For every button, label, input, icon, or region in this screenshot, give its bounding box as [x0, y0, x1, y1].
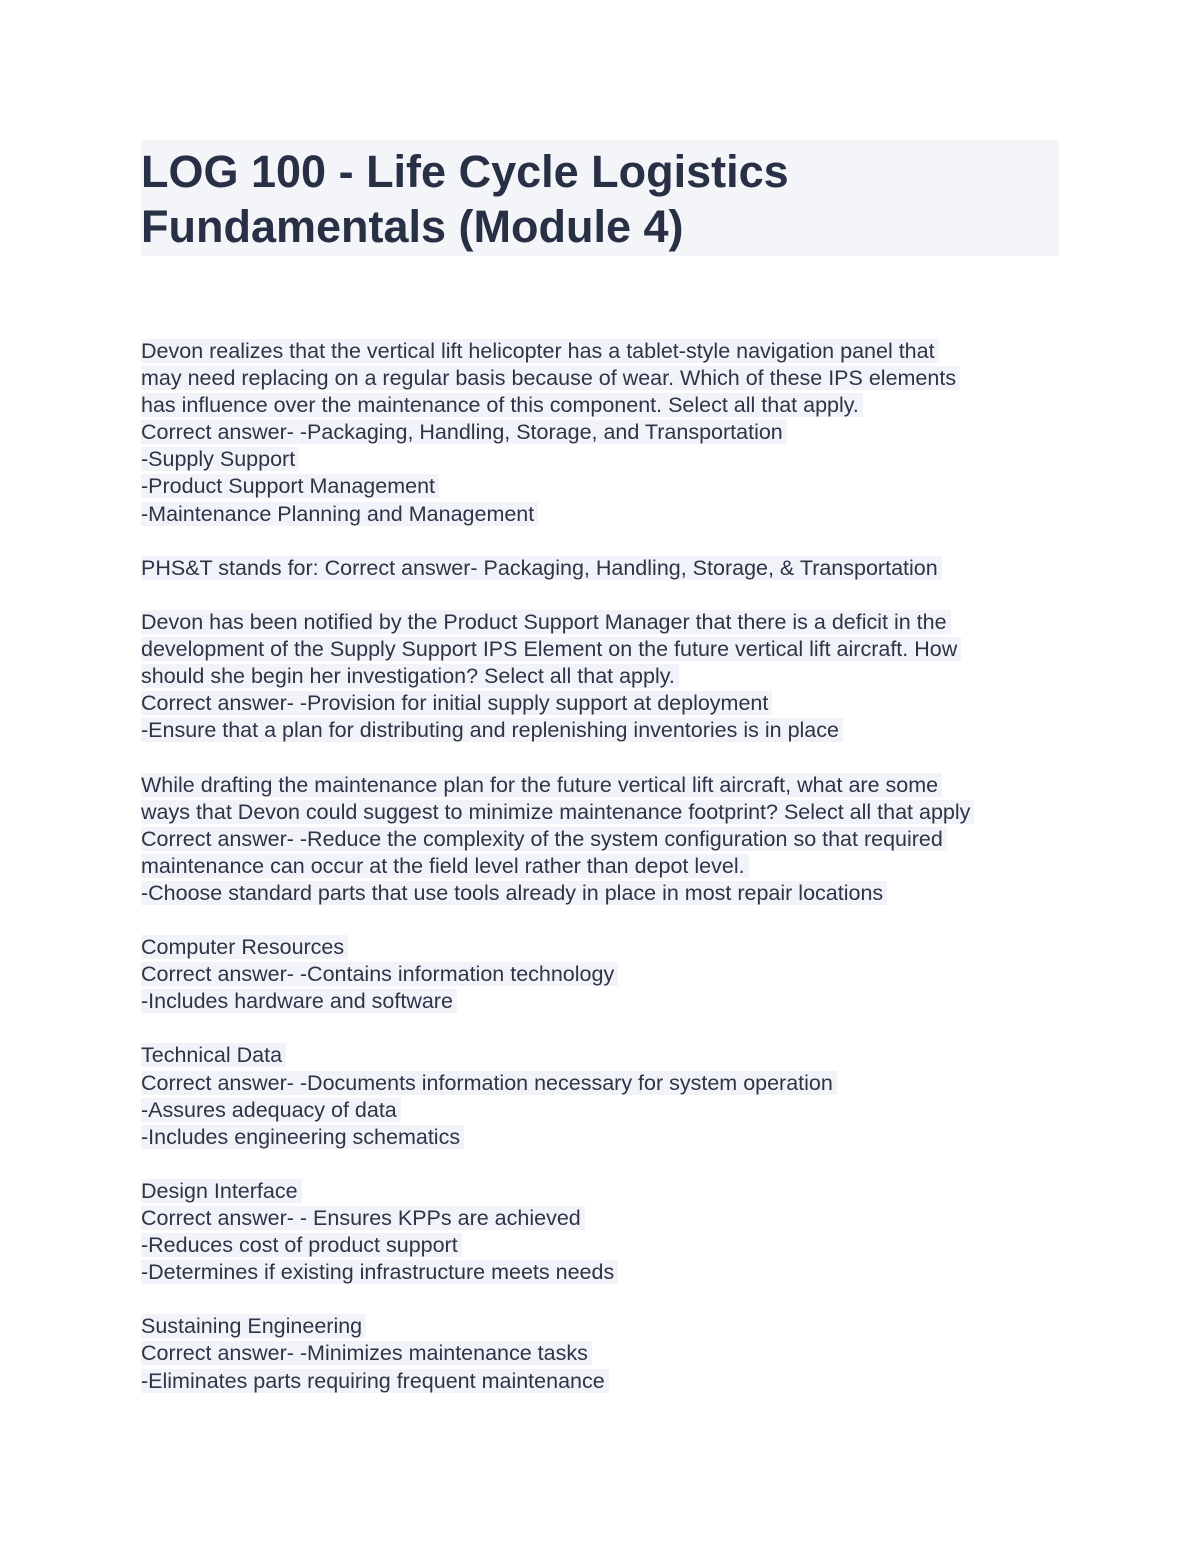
paragraph-gap — [141, 582, 1059, 609]
text-line: has influence over the maintenance of this component. Select all that apply. — [141, 392, 1059, 419]
text-line: Correct answer- -Minimizes maintenance tasks — [141, 1340, 1059, 1367]
text-line: Computer Resources — [141, 934, 1059, 961]
text-line: maintenance can occur at the field level rather than depot level. — [141, 853, 1059, 880]
paragraph-gap — [141, 1286, 1059, 1313]
text-line: Correct answer- -Reduce the complexity of the system configuration so that required — [141, 826, 1059, 853]
document-body — [141, 338, 1059, 1395]
text-line: -Ensure that a plan for distributing and replenishing inventories is in place — [141, 717, 1059, 744]
text-line: Correct answer- -Contains information technology — [141, 961, 1059, 988]
text-line: Correct answer- -Documents information necessary for system operation — [141, 1070, 1059, 1097]
title-line-1: LOG 100 - Life Cycle Logistics — [141, 146, 789, 197]
paragraph-gap — [141, 744, 1059, 771]
text-line: should she begin her investigation? Select all that apply. — [141, 663, 1059, 690]
paragraph-gap — [141, 907, 1059, 934]
text-line: Technical Data — [141, 1042, 1059, 1069]
text-line: Correct answer- -Packaging, Handling, Storage, and Transportation — [141, 419, 1059, 446]
text-line: While drafting the maintenance plan for the future vertical lift aircraft, what are some — [141, 772, 1059, 799]
text-line: -Choose standard parts that use tools already in place in most repair locations — [141, 880, 1059, 907]
paragraph-gap — [141, 528, 1059, 555]
text-line: -Assures adequacy of data — [141, 1097, 1059, 1124]
text-line: -Eliminates parts requiring frequent maintenance — [141, 1368, 1059, 1395]
text-line: Devon realizes that the vertical lift helicopter has a tablet-style navigation panel that — [141, 338, 1059, 365]
text-line: PHS&T stands for: Correct answer- Packaging, Handling, Storage, & Transportation — [141, 555, 1059, 582]
text-line: development of the Supply Support IPS Element on the future vertical lift aircraft. How — [141, 636, 1059, 663]
title-line-2: Fundamentals (Module 4) — [141, 201, 684, 252]
text-line: -Determines if existing infrastructure meets needs — [141, 1259, 1059, 1286]
paragraph-gap — [141, 1015, 1059, 1042]
text-line: Design Interface — [141, 1178, 1059, 1205]
text-line: ways that Devon could suggest to minimize maintenance footprint? Select all that apply — [141, 799, 1059, 826]
text-line: may need replacing on a regular basis because of wear. Which of these IPS elements — [141, 365, 1059, 392]
text-line: -Maintenance Planning and Management — [141, 501, 1059, 528]
text-line: Correct answer- -Provision for initial supply support at deployment — [141, 690, 1059, 717]
text-line: -Reduces cost of product support — [141, 1232, 1059, 1259]
text-line: -Includes hardware and software — [141, 988, 1059, 1015]
text-line: Sustaining Engineering — [141, 1313, 1059, 1340]
text-line: -Includes engineering schematics — [141, 1124, 1059, 1151]
document-page — [141, 140, 1059, 1395]
text-line: -Product Support Management — [141, 473, 1059, 500]
text-line: Devon has been notified by the Product Support Manager that there is a deficit in the — [141, 609, 1059, 636]
text-line: -Supply Support — [141, 446, 1059, 473]
text-line: Correct answer- - Ensures KPPs are achieved — [141, 1205, 1059, 1232]
paragraph-gap — [141, 1151, 1059, 1178]
page-title — [141, 140, 1059, 256]
